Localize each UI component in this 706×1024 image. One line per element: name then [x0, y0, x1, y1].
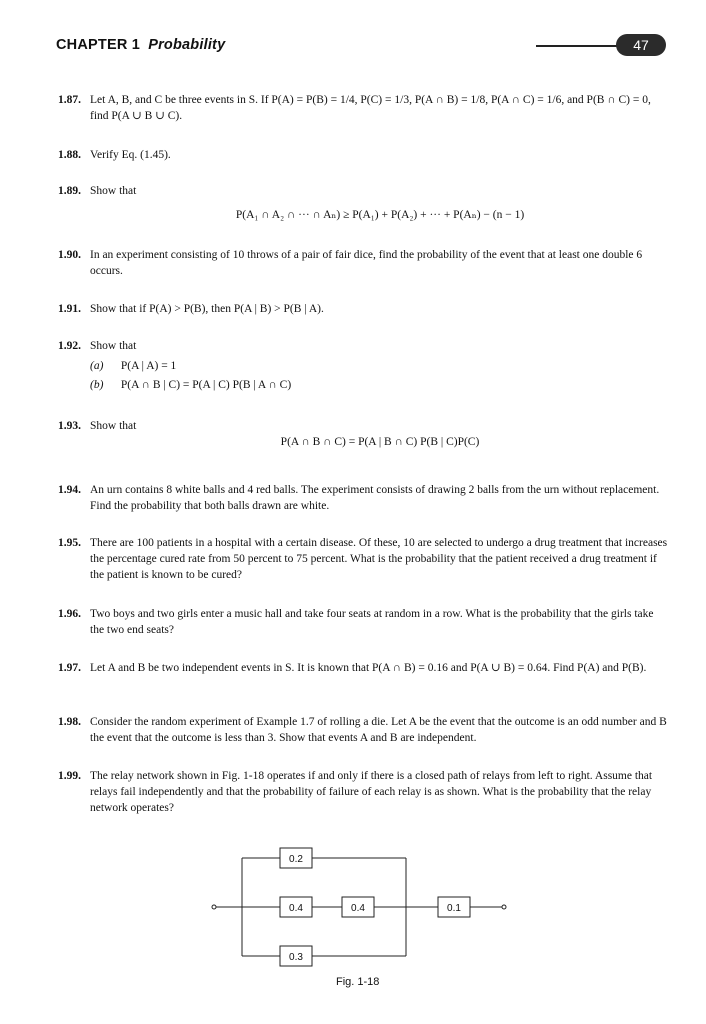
problem-text: Let A and B be two independent events in S. It is known that P(A ∩ B) = 0.16 and P(A ∪ B) = 0.64. Find P(A) and P(B). [90, 662, 647, 674]
chapter-heading [56, 37, 225, 53]
problem-number: 1.94. [58, 484, 81, 496]
problem-1-92 [58, 338, 670, 396]
problem-text: Two boys and two girls enter a music hall and take four seats at random in a row. What is the probability that the girls take the two end seats? [90, 608, 654, 636]
problem-1-91 [58, 301, 670, 317]
problem-text: Show that [90, 420, 137, 432]
part-text: P(A | A) = 1 [120, 360, 177, 372]
part-label: (a) [90, 360, 104, 372]
part-b [90, 377, 670, 393]
problem-text: An urn contains 8 white balls and 4 red balls. The experiment consists of drawing 2 balls from the urn without replacement. Find the probability that both balls drawn are white. [90, 484, 660, 512]
chapter-label: CHAPTER 1 [56, 37, 140, 53]
relay-network-diagram [200, 836, 520, 976]
problem-text: The relay network shown in Fig. 1-18 operates if and only if there is a closed path of relays from left to right. Assume that relays fail independently and that the probability of failure of each relay is as shown. What is the probability that the relay network operates? [90, 770, 653, 814]
input-terminal [212, 905, 216, 909]
problem-text: There are 100 patients in a hospital with a certain disease. Of these, 10 are selected to undergo a drug treatment that increases the percentage cured rate from 50 percent to 75 percent. What is the probability that the patient received a drug treatment if the patient is known to be cured? [90, 537, 668, 581]
problem-equation: P(A₁ ∩ A₂ ∩ ··· ∩ Aₙ) ≥ P(A₁) + P(A₂) + ··· + P(Aₙ) − (n − 1) [235, 209, 525, 221]
problem-text: In an experiment consisting of 10 throws of a pair of fair dice, find the probability of the event that at least one double 6 occurs. [90, 249, 643, 277]
problem-text: Verify Eq. (1.45). [90, 149, 171, 161]
relay-label: 0.3 [289, 952, 303, 963]
chapter-title: Probability [148, 37, 226, 53]
problem-number: 1.98. [58, 716, 81, 728]
relay-network-figure [200, 836, 520, 1016]
page-number: 47 [616, 34, 666, 56]
problem-1-90 [58, 247, 670, 279]
problem-1-93 [58, 418, 670, 450]
relay-label: 0.1 [447, 903, 461, 914]
page-header [56, 34, 666, 60]
problem-1-95 [58, 535, 670, 583]
problem-1-99 [58, 768, 670, 816]
part-label: (b) [90, 379, 104, 391]
problem-text: Show that [90, 340, 137, 352]
problem-number: 1.97. [58, 662, 81, 674]
problem-text: Show that if P(A) > P(B), then P(A | B) > P(B | A). [90, 303, 324, 315]
output-terminal [502, 905, 506, 909]
problem-1-96 [58, 606, 670, 638]
problem-number: 1.99. [58, 770, 81, 782]
figure-caption: Fig. 1-18 [336, 976, 380, 988]
problem-number: 1.92. [58, 340, 81, 352]
problem-1-87 [58, 92, 670, 124]
relay-label: 0.4 [289, 903, 303, 914]
header-rule [536, 45, 626, 47]
problem-number: 1.87. [58, 94, 81, 106]
problem-number: 1.89. [58, 185, 81, 197]
problem-text: Consider the random experiment of Example 1.7 of rolling a die. Let A be the event that the outcome is an odd number and B the event that the outcome is less than 3. Show that events A and B are independent. [90, 716, 667, 744]
part-a [90, 358, 670, 374]
problem-parts [90, 358, 670, 393]
problem-1-97 [58, 660, 670, 676]
problem-number: 1.95. [58, 537, 81, 549]
problem-1-88 [58, 147, 670, 163]
problem-number: 1.90. [58, 249, 81, 261]
problem-1-98 [58, 714, 670, 746]
relay-label: 0.4 [351, 903, 365, 914]
problem-equation: P(A ∩ B ∩ C) = P(A | B ∩ C) P(B | C)P(C) [280, 436, 480, 448]
problem-number: 1.96. [58, 608, 81, 620]
problem-1-89 [58, 183, 670, 223]
problem-text: Let A, B, and C be three events in S. If P(A) = P(B) = 1/4, P(C) = 1/3, P(A ∩ B) = 1/8, P(A ∩ C) = 1/6, and P(B ∩ C) = 0, find P(A ∪ B ∪ C). [90, 94, 651, 122]
problem-1-94 [58, 482, 670, 514]
problem-number: 1.91. [58, 303, 81, 315]
problem-number: 1.88. [58, 149, 81, 161]
part-text: P(A ∩ B | C) = P(A | C) P(B | A ∩ C) [120, 379, 292, 391]
problem-text: Show that [90, 185, 137, 197]
problem-number: 1.93. [58, 420, 81, 432]
relay-label: 0.2 [289, 854, 303, 865]
